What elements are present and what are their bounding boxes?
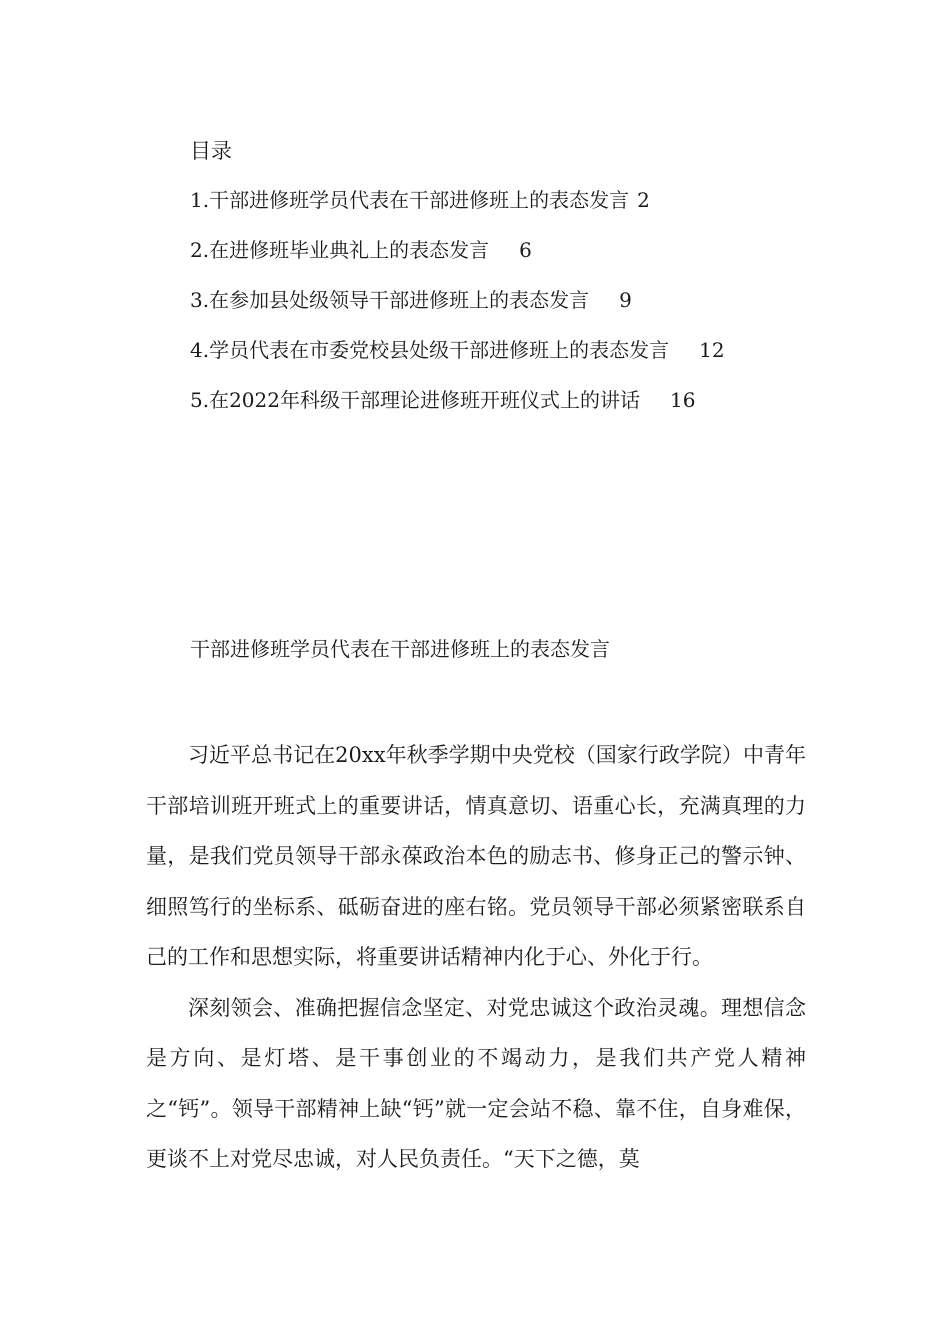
toc-item-title: 2.在进修班毕业典礼上的表态发言 xyxy=(190,238,490,262)
toc-item-page: 2 xyxy=(637,188,650,212)
toc-item-page: 16 xyxy=(669,388,696,412)
toc-item[interactable] xyxy=(190,335,725,385)
toc-item[interactable] xyxy=(190,235,725,285)
article-title: 干部进修班学员代表在干部进修班上的表态发言 xyxy=(190,637,610,661)
body-paragraph: 深刻领会、准确把握信念坚定、对党忠诚这个政治灵魂。理想信念是方向、是灯塔、是干事创业的不竭动力，是我们共产党人精神之“钙”。领导干部精神上缺“钙”就一定会站不稳、靠不住，自身难保，更谈不上对党尽忠诚，对人民负责任。“天下之德，莫 xyxy=(146,995,806,1171)
toc-heading: 目录 xyxy=(190,139,232,163)
toc-item[interactable] xyxy=(190,285,725,335)
toc-item-page: 12 xyxy=(699,338,725,362)
toc-item-title: 4.学员代表在市委党校县处级干部进修班上的表态发言 xyxy=(190,338,670,362)
toc-item-title: 3.在参加县处级领导干部进修班上的表态发言 xyxy=(190,288,590,312)
toc-item[interactable] xyxy=(190,185,725,235)
article-body xyxy=(146,730,806,1185)
toc-item-page: 6 xyxy=(519,238,532,262)
toc-item-page: 9 xyxy=(619,288,632,312)
table-of-contents xyxy=(190,185,725,435)
body-paragraph: 习近平总书记在20xx年秋季学期中央党校（国家行政学院）中青年干部培训班开班式上的重要讲话，情真意切、语重心长，充满真理的力量，是我们党员领导干部永葆政治本色的励志书、修身正己的警示钟、细照笃行的坐标系、砥砺奋进的座右铭。党员领导干部必须紧密联系自己的工作和思想实际，将重要讲话精神内化于心、外化于行。 xyxy=(146,743,806,969)
toc-item-title: 1.干部进修班学员代表在干部进修班上的表态发言 xyxy=(190,188,630,212)
toc-item-title: 5.在2022年科级干部理论进修班开班仪式上的讲话 xyxy=(190,388,640,412)
toc-item[interactable] xyxy=(190,385,725,435)
